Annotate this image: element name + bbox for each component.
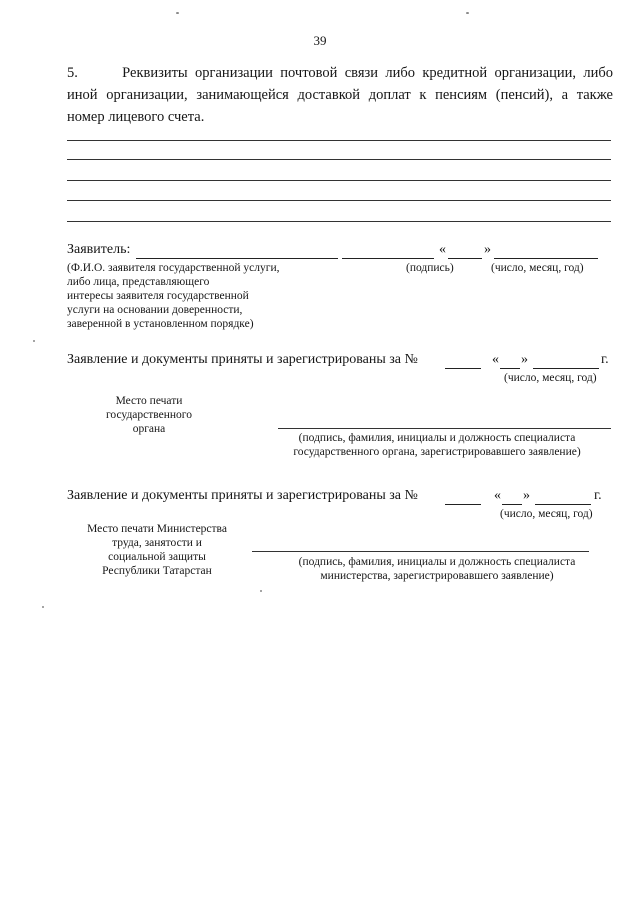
scan-speck (33, 340, 35, 342)
registration-1-month-line[interactable] (533, 354, 599, 369)
scan-speck (466, 12, 469, 14)
scan-speck (176, 12, 179, 14)
scan-speck (42, 606, 44, 608)
caption-line: (подпись, фамилия, инициалы и должность специалиста (298, 432, 576, 444)
registration-2-signature-line[interactable] (252, 551, 589, 552)
caption-line: государственного (106, 409, 192, 421)
applicant-fio-caption (67, 261, 280, 331)
fill-line[interactable] (67, 200, 611, 201)
day-line[interactable] (448, 244, 482, 259)
registration-1-text: Заявление и документы приняты и зарегистрированы за № (67, 352, 418, 367)
page-number: 39 (313, 33, 327, 48)
registration-1-signature-caption (262, 431, 612, 459)
caption-line: труда, занятости и (112, 537, 202, 549)
registration-1-day-line[interactable] (500, 354, 520, 369)
caption-line: социальной защиты (108, 551, 206, 563)
caption-line: услуги на основании доверенности, (67, 304, 243, 316)
caption-line: либо лица, представляющего (67, 276, 210, 288)
registration-2-day-line[interactable] (502, 490, 522, 505)
caption-line: государственного органа, зарегистрировавшего заявление) (293, 446, 581, 458)
caption-line: заверенной в установленном порядке) (67, 318, 254, 330)
fill-line[interactable] (67, 180, 611, 181)
applicant-label: Заявитель: (67, 242, 131, 257)
caption-line: интересы заявителя государственной (67, 290, 249, 302)
registration-1-signature-line[interactable] (278, 428, 611, 429)
registration-2-signature-caption (262, 555, 612, 583)
caption-line: министерства, зарегистрировавшего заявление) (320, 570, 554, 582)
paragraph-line: иной организации, занимающейся доставкой доплат к пенсиям (пенсий), а также (67, 87, 613, 103)
fill-line[interactable] (67, 159, 611, 160)
paragraph-line: номер лицевого счета. (67, 109, 205, 125)
fill-line[interactable] (67, 221, 611, 222)
registration-2-number-line[interactable] (445, 490, 481, 505)
date-caption: (число, месяц, год) (491, 262, 584, 274)
date-quote-open: « (439, 242, 446, 257)
caption-line: Место печати (115, 395, 183, 407)
registration-1-number-line[interactable] (445, 354, 481, 369)
registration-1-date-caption: (число, месяц, год) (504, 372, 597, 384)
section-5-paragraph (67, 62, 613, 128)
paragraph-line: 5. Реквизиты организации почтовой связи либо кредитной организации, либо (67, 65, 613, 81)
caption-line: Республики Татарстан (102, 565, 212, 577)
date-quote-open: « (492, 352, 499, 367)
caption-line: (подпись, фамилия, инициалы и должность специалиста (298, 556, 576, 568)
month-year-line[interactable] (494, 244, 598, 259)
caption-line: (Ф.И.О. заявителя государственной услуги, (67, 262, 280, 274)
date-quote-close: » (521, 352, 528, 367)
date-quote-open: « (494, 488, 501, 503)
applicant-signature-line[interactable] (342, 244, 434, 259)
caption-line: Место печати Министерства (87, 523, 227, 535)
scan-speck (260, 590, 262, 592)
year-suffix: г. (594, 488, 602, 503)
date-quote-close: » (484, 242, 491, 257)
registration-2-date-caption: (число, месяц, год) (500, 508, 593, 520)
year-suffix: г. (601, 352, 609, 367)
applicant-name-line[interactable] (136, 244, 338, 259)
fill-line[interactable] (67, 140, 611, 141)
registration-2-month-line[interactable] (535, 490, 591, 505)
registration-2-stamp-caption (72, 522, 242, 578)
registration-1-stamp-caption (84, 394, 214, 436)
caption-line: органа (132, 423, 166, 435)
signature-caption: (подпись) (406, 262, 454, 274)
date-quote-close: » (523, 488, 530, 503)
registration-2-text: Заявление и документы приняты и зарегистрированы за № (67, 488, 418, 503)
